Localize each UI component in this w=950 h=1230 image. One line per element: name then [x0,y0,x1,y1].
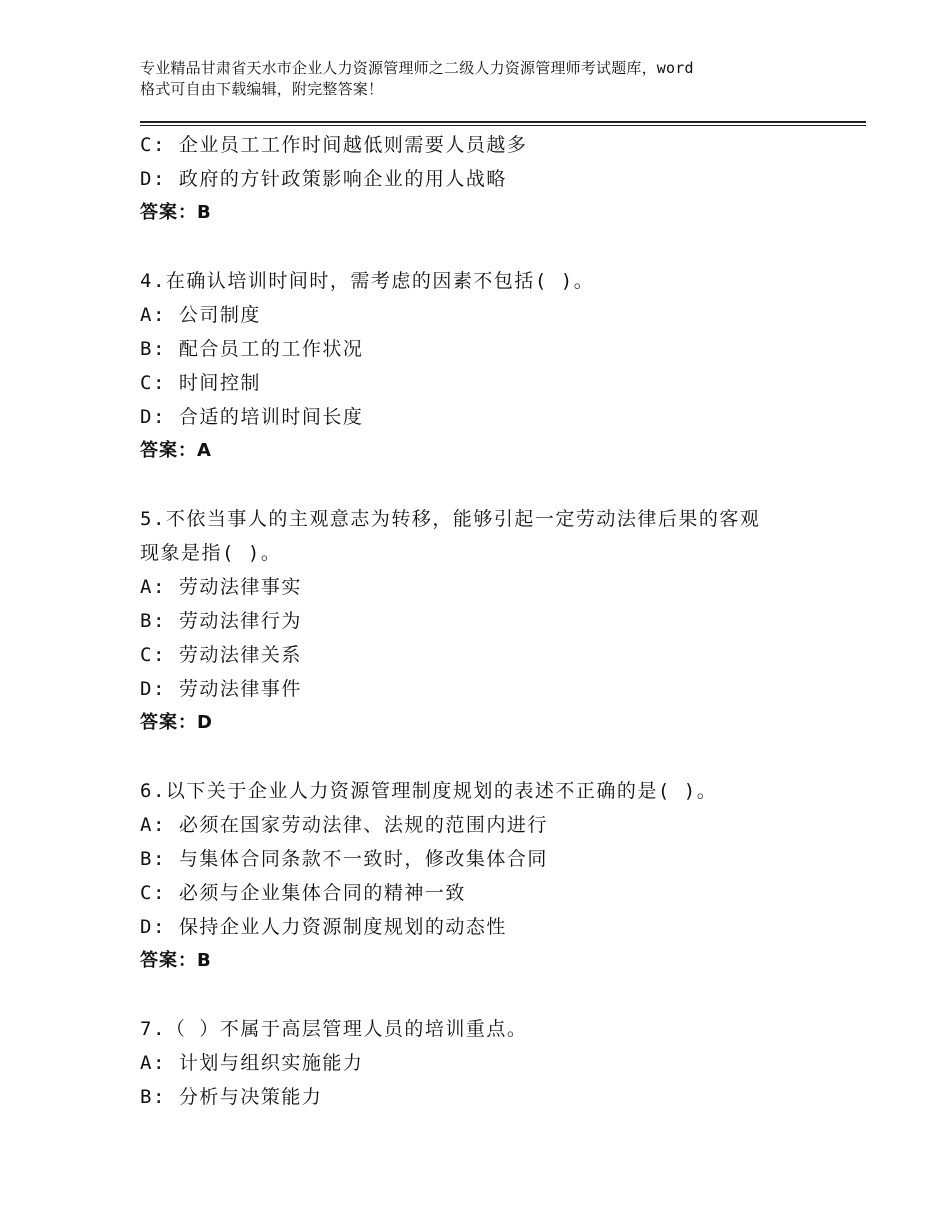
spacer [140,230,840,264]
question-7 [140,1012,840,1114]
option-b: B: 劳动法律行为 [140,610,302,632]
option-a: A: 必须在国家劳动法律、法规的范围内进行 [140,814,548,836]
question-stem-continued: 现象是指( )。 [140,542,282,564]
question-4 [140,264,840,468]
question-stem: 5.不依当事人的主观意志为转移，能够引起一定劳动法律后果的客观 [140,508,761,530]
option-d: D: 政府的方针政策影响企业的用人战略 [140,168,507,190]
answer-label: 答案：B [140,202,212,223]
answer-label: 答案：A [140,440,212,461]
question-3-tail [140,128,840,230]
option-c: C: 必须与企业集体合同的精神一致 [140,882,466,904]
option-a: A: 公司制度 [140,304,261,326]
option-d: D: 合适的培训时间长度 [140,406,364,428]
spacer [140,740,840,774]
question-stem: 7.（ ）不属于高层管理人员的培训重点。 [140,1018,528,1040]
answer-label: 答案：B [140,950,212,971]
option-c: C: 劳动法律关系 [140,644,302,666]
question-stem: 4.在确认培训时间时，需考虑的因素不包括( )。 [140,270,595,292]
spacer [140,978,840,1012]
option-c: C: 时间控制 [140,372,261,394]
option-b: B: 分析与决策能力 [140,1086,323,1108]
option-c: C: 企业员工工作时间越低则需要人员越多 [140,134,528,156]
answer-label: 答案：D [140,712,213,733]
question-stem: 6.以下关于企业人力资源管理制度规划的表述不正确的是( )。 [140,780,718,802]
header-divider-thick [140,121,866,123]
option-a: A: 计划与组织实施能力 [140,1052,364,1074]
question-list [140,128,840,1114]
header-divider-thin [140,125,866,126]
question-6 [140,774,840,978]
option-b: B: 与集体合同条款不一致时，修改集体合同 [140,848,548,870]
option-d: D: 保持企业人力资源制度规划的动态性 [140,916,507,938]
document-header [140,58,830,100]
option-a: A: 劳动法律事实 [140,576,302,598]
spacer [140,468,840,502]
question-5 [140,502,840,740]
option-d: D: 劳动法律事件 [140,678,302,700]
header-title-line2: 格式可自由下载编辑，附完整答案！ [140,80,384,98]
header-title-line1: 专业精品甘肃省天水市企业人力资源管理师之二级人力资源管理师考试题库，word [140,59,694,77]
option-b: B: 配合员工的工作状况 [140,338,364,360]
